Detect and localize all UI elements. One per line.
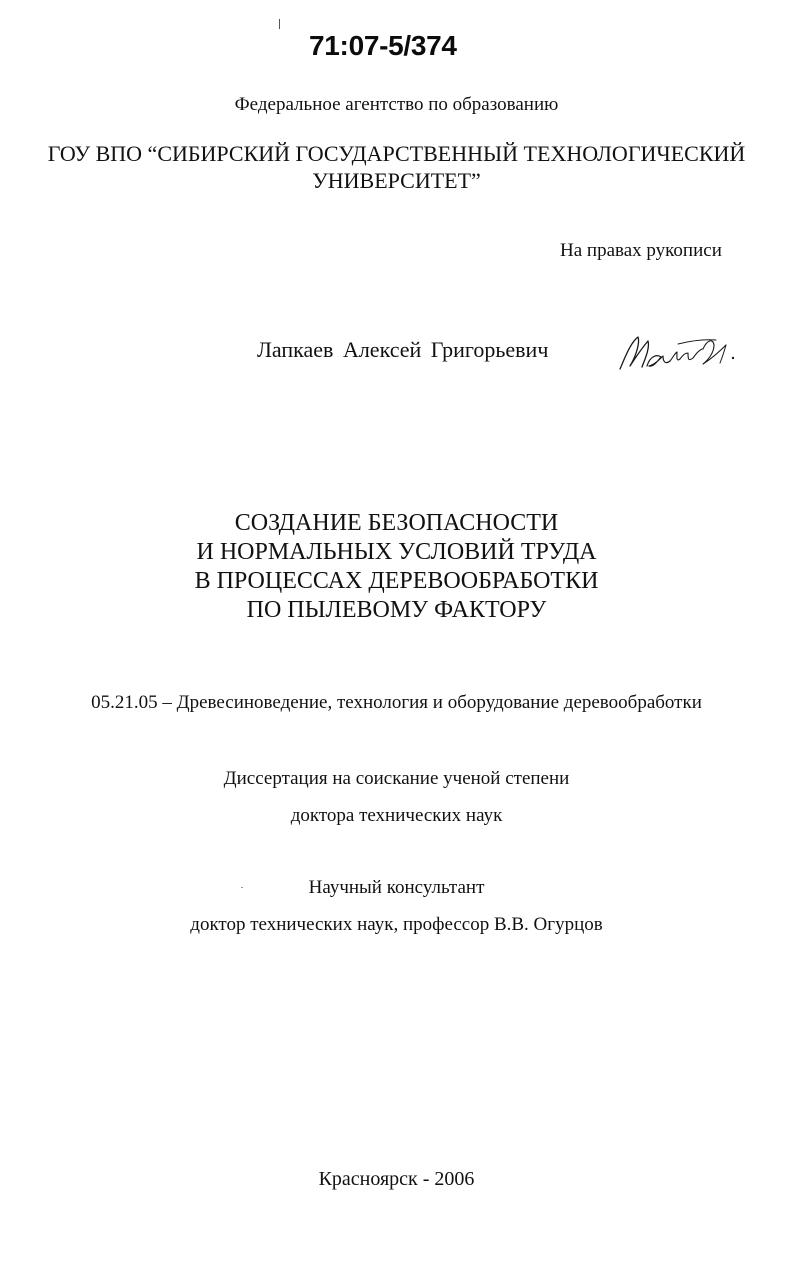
title-line-4: ПО ПЫЛЕВОМУ ФАКТОРУ (246, 597, 547, 623)
consultant-label: Научный консультант (308, 877, 485, 898)
agency-name: Федеральное агентство по образованию (234, 94, 559, 115)
title-line-1: СОЗДАНИЕ БЕЗОПАСНОСТИ (234, 510, 559, 536)
catalog-number: 71:07-5/374 (309, 30, 457, 61)
university-name (0, 140, 793, 194)
scan-mark (279, 19, 280, 29)
dissertation-title (0, 509, 793, 625)
handwritten-signature (612, 325, 742, 380)
dissertation-degree-line-2: доктора технических наук (290, 805, 503, 826)
author-name: Лапкаев Алексей Григорьевич (257, 337, 549, 362)
consultant-name: доктор технических наук, профессор В.В. Огурцов (190, 914, 603, 935)
dissertation-degree-line-1: Диссертация на соискание ученой степени (223, 768, 570, 789)
manuscript-note: На правах рукописи (560, 240, 722, 261)
university-line-1: ГОУ ВПО “СИБИРСКИЙ ГОСУДАРСТВЕННЫЙ ТЕХНОЛОГИЧЕСКИЙ (47, 141, 746, 166)
university-line-2: УНИВЕРСИТЕТ” (312, 168, 481, 193)
scan-speck (241, 887, 243, 888)
specialty-code: 05.21.05 – Древесиноведение, технология и оборудование деревообработки (91, 692, 702, 713)
title-line-2: И НОРМАЛЬНЫХ УСЛОВИЙ ТРУДА (196, 539, 597, 565)
city-year: Красноярск - 2006 (318, 1168, 475, 1190)
title-line-3: В ПРОЦЕССАХ ДЕРЕВООБРАБОТКИ (194, 568, 599, 594)
